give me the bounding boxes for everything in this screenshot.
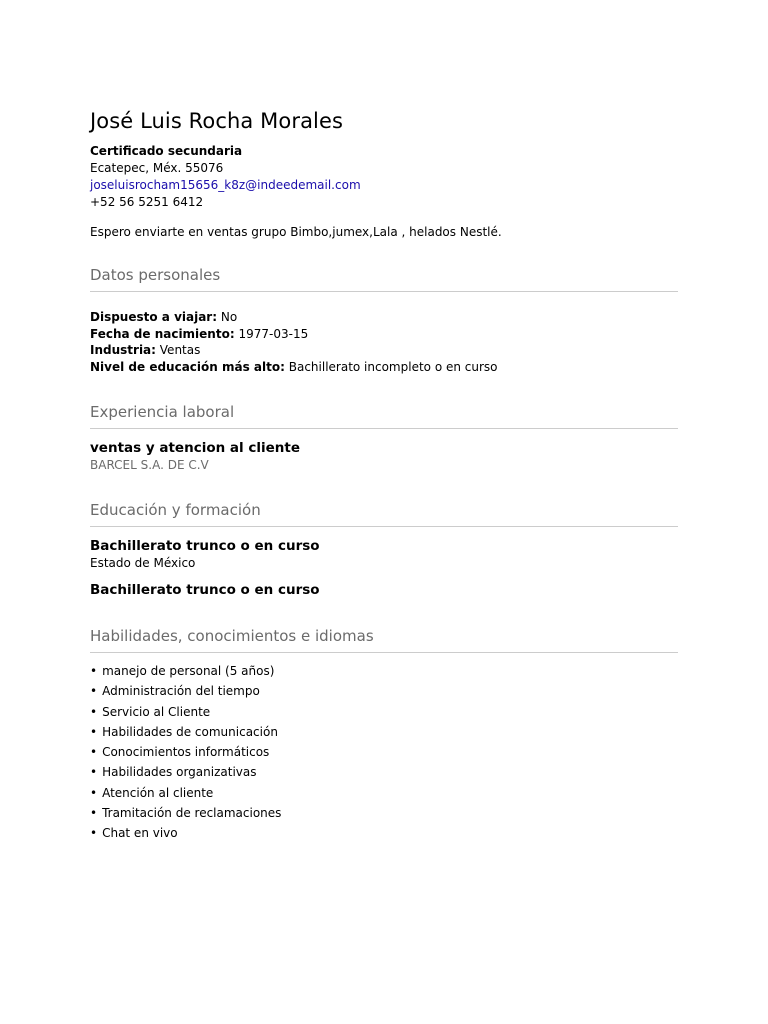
skill-label: Servicio al Cliente bbox=[102, 704, 211, 719]
personal-fields bbox=[90, 309, 678, 375]
field-row bbox=[90, 342, 678, 359]
section-title-skills: Habilidades, conocimientos e idiomas bbox=[90, 627, 678, 653]
bullet-icon: • bbox=[90, 684, 98, 699]
skill-item bbox=[90, 702, 678, 722]
contact-block bbox=[90, 143, 678, 211]
bullet-icon: • bbox=[90, 724, 98, 739]
candidate-name: José Luis Rocha Morales bbox=[90, 109, 344, 133]
section-title-personal: Datos personales bbox=[90, 266, 678, 292]
skills-list bbox=[90, 661, 678, 844]
personal-section bbox=[90, 266, 678, 375]
summary-text: Espero enviarte en ventas grupo Bimbo,jumex,Lala , helados Nestlé. bbox=[90, 225, 502, 239]
experience-section bbox=[90, 403, 678, 473]
skill-label: Chat en vivo bbox=[102, 826, 178, 841]
company-name: BARCEL S.A. DE C.V bbox=[90, 458, 209, 472]
experience-entry bbox=[90, 439, 678, 473]
skills-section bbox=[90, 627, 678, 844]
field-value: 1977-03-15 bbox=[238, 326, 309, 341]
field-row bbox=[90, 359, 678, 376]
bullet-icon: • bbox=[90, 785, 98, 800]
field-row bbox=[90, 309, 678, 326]
education-entry bbox=[90, 537, 678, 571]
skill-item bbox=[90, 762, 678, 782]
degree-title: Bachillerato trunco o en curso bbox=[90, 582, 320, 598]
bullet-icon: • bbox=[90, 704, 98, 719]
field-key: Industria: bbox=[90, 343, 156, 357]
skill-label: Habilidades organizativas bbox=[102, 765, 257, 780]
bullet-icon: • bbox=[90, 826, 98, 841]
field-value: No bbox=[220, 310, 238, 324]
field-key: Fecha de nacimiento: bbox=[90, 326, 235, 341]
job-title: ventas y atencion al cliente bbox=[90, 440, 300, 456]
skill-item bbox=[90, 803, 678, 823]
skill-item bbox=[90, 722, 678, 742]
phone-number: +52 56 5251 6412 bbox=[90, 195, 204, 209]
bullet-icon: • bbox=[90, 664, 98, 678]
skill-item bbox=[90, 681, 678, 701]
bullet-icon: • bbox=[90, 806, 98, 821]
education-entry bbox=[90, 581, 678, 599]
section-title-education: Educación y formación bbox=[90, 501, 678, 527]
degree-title: Bachillerato trunco o en curso bbox=[90, 538, 320, 554]
field-key: Nivel de educación más alto: bbox=[90, 359, 285, 374]
skill-label: Habilidades de comunicación bbox=[102, 724, 278, 739]
field-key: Dispuesto a viajar: bbox=[90, 310, 218, 324]
field-row bbox=[90, 326, 678, 343]
bullet-icon: • bbox=[90, 745, 98, 760]
field-value: Ventas bbox=[159, 343, 201, 357]
skill-item bbox=[90, 783, 678, 803]
skill-label: manejo de personal (5 años) bbox=[102, 664, 275, 678]
headline: Certificado secundaria bbox=[90, 144, 243, 158]
skill-label: Atención al cliente bbox=[102, 785, 214, 800]
section-title-experience: Experiencia laboral bbox=[90, 403, 678, 429]
field-value: Bachillerato incompleto o en curso bbox=[288, 359, 498, 374]
bullet-icon: • bbox=[90, 765, 98, 780]
email-link[interactable]: joseluisrocham15656_k8z@indeedemail.com bbox=[90, 178, 361, 192]
education-section bbox=[90, 501, 678, 599]
skill-label: Conocimientos informáticos bbox=[102, 745, 270, 760]
skill-item bbox=[90, 661, 678, 681]
skill-label: Tramitación de reclamaciones bbox=[102, 806, 282, 821]
education-location: Estado de México bbox=[90, 556, 196, 570]
location: Ecatepec, Méx. 55076 bbox=[90, 161, 224, 175]
skill-label: Administración del tiempo bbox=[102, 684, 260, 699]
skill-item bbox=[90, 823, 678, 843]
skill-item bbox=[90, 742, 678, 762]
